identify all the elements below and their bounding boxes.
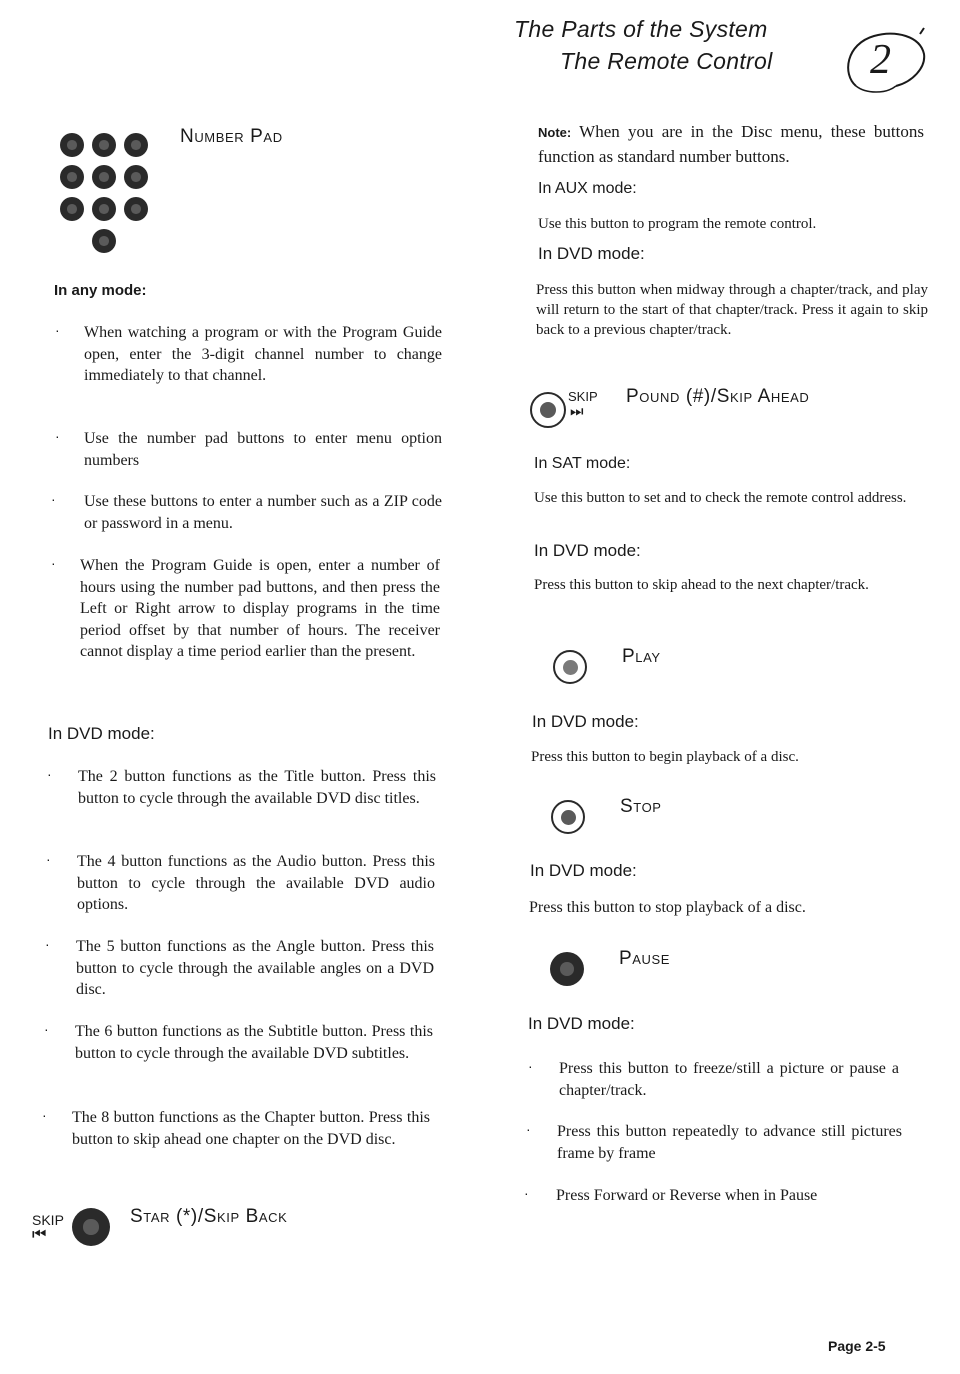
note-text: When you are in the Disc menu, these buttons function as standard number buttons.	[538, 122, 924, 166]
dvd-mode-label-1: In DVD mode:	[538, 244, 645, 263]
stop-heading: Stop	[620, 796, 662, 817]
bullet-marker: ·	[45, 936, 50, 952]
number-button-5-icon	[92, 165, 116, 189]
pause-heading: Pause	[619, 948, 671, 969]
bullet-marker: ·	[524, 1185, 529, 1201]
stop-button-icon	[551, 800, 585, 834]
dvd-mode-text-1: Press this button when midway through a chapter/track, and play will return to the start of that chapter/track. Press it again to skip back to a previous chapter/track.	[536, 282, 928, 338]
number-pad-heading: Number Pad	[180, 126, 283, 147]
dvd-mode-bullet-angle: The 5 button functions as the Angle button. Press this button to cycle through the available angles on a DVD disc.	[76, 938, 434, 998]
skip-ahead-symbol: ⏭	[570, 403, 584, 420]
bullet-marker: ·	[528, 1058, 533, 1074]
bullet-marker: ·	[55, 322, 60, 338]
play-dvd-mode-text: Press this button to begin playback of a disc.	[531, 749, 799, 765]
play-button-icon	[553, 650, 587, 684]
chapter-number: 2	[870, 37, 891, 83]
pause-bullet-3: Press Forward or Reverse when in Pause	[556, 1187, 818, 1204]
bullet-marker: ·	[55, 428, 60, 444]
dvd-mode-bullet-chapter: The 8 button functions as the Chapter button. Press this button to skip ahead one chapter on the DVD disc.	[72, 1109, 430, 1148]
aux-mode-label: In AUX mode:	[538, 180, 637, 197]
any-mode-label: In any mode:	[54, 282, 147, 299]
number-button-2-icon	[92, 133, 116, 157]
bullet-marker: ·	[42, 1107, 47, 1123]
bullet-marker: ·	[51, 491, 56, 507]
star-button-icon	[72, 1208, 110, 1246]
skip-back-symbol: ⏮	[32, 1226, 47, 1243]
number-button-6-icon	[124, 165, 148, 189]
number-button-0-icon	[92, 229, 116, 253]
skip-back-label: SKIP	[32, 1212, 64, 1228]
dvd-mode-bullet-title: The 2 button functions as the Title button. Press this button to cycle through the available DVD disc titles.	[78, 768, 436, 807]
play-heading: Play	[622, 646, 661, 667]
page-number: Page 2-5	[828, 1338, 886, 1354]
stop-dvd-mode-label: In DVD mode:	[530, 861, 637, 880]
number-button-3-icon	[124, 133, 148, 157]
pound-dvd-mode-text: Press this button to skip ahead to the next chapter/track.	[534, 577, 869, 593]
stop-dvd-mode-text: Press this button to stop playback of a disc.	[529, 899, 806, 916]
note-label: Note:	[538, 125, 572, 140]
number-button-4-icon	[60, 165, 84, 189]
number-button-8-icon	[92, 197, 116, 221]
play-dvd-mode-label: In DVD mode:	[532, 712, 639, 731]
number-button-1-icon	[60, 133, 84, 157]
number-button-9-icon	[124, 197, 148, 221]
dvd-mode-bullet-audio: The 4 button functions as the Audio button. Press this button to cycle through the available DVD audio options.	[77, 853, 435, 913]
star-skip-back-heading: Star (*)/Skip Back	[130, 1206, 288, 1227]
aux-mode-text: Use this button to program the remote control.	[538, 216, 817, 232]
pause-dvd-mode-label: In DVD mode:	[528, 1014, 635, 1033]
header-title-line-2: The Remote Control	[560, 48, 773, 74]
sat-mode-text: Use this button to set and to check the remote control address.	[534, 490, 907, 506]
bullet-marker: ·	[51, 555, 56, 571]
sat-mode-label: In SAT mode:	[534, 455, 631, 472]
dvd-mode-bullet-subtitle: The 6 button functions as the Subtitle button. Press this button to cycle through the available DVD subtitles.	[75, 1023, 433, 1062]
any-mode-bullet-3: Use these buttons to enter a number such as a ZIP code or password in a menu.	[84, 493, 442, 532]
bullet-marker: ·	[47, 766, 52, 782]
pause-button-icon	[550, 952, 584, 986]
pause-bullet-2: Press this button repeatedly to advance still pictures frame by frame	[557, 1123, 902, 1162]
note-paragraph	[538, 120, 924, 169]
pound-button-icon	[530, 392, 566, 428]
header-title-line-1: The Parts of the System	[514, 16, 768, 42]
pound-skip-ahead-heading: Pound (#)/Skip Ahead	[626, 386, 810, 407]
number-button-7-icon	[60, 197, 84, 221]
pause-bullet-1: Press this button to freeze/still a picture or pause a chapter/track.	[559, 1060, 899, 1099]
dvd-mode-label: In DVD mode:	[48, 724, 155, 743]
bullet-marker: ·	[46, 851, 51, 867]
any-mode-bullet-2: Use the number pad buttons to enter menu option numbers	[84, 430, 442, 469]
skip-ahead-label: SKIP	[568, 389, 598, 404]
any-mode-bullet-1: When watching a program or with the Program Guide open, enter the 3-digit channel number to change immediately to that channel.	[84, 324, 442, 384]
any-mode-bullet-4: When the Program Guide is open, enter a number of hours using the number pad buttons, and then press the Left or Right arrow to display programs in the time period offset by that number of hours. The receiver cannot display a time period earlier than the present.	[80, 557, 440, 660]
bullet-marker: ·	[44, 1021, 49, 1037]
pound-dvd-mode-label: In DVD mode:	[534, 541, 641, 560]
bullet-marker: ·	[526, 1121, 531, 1137]
